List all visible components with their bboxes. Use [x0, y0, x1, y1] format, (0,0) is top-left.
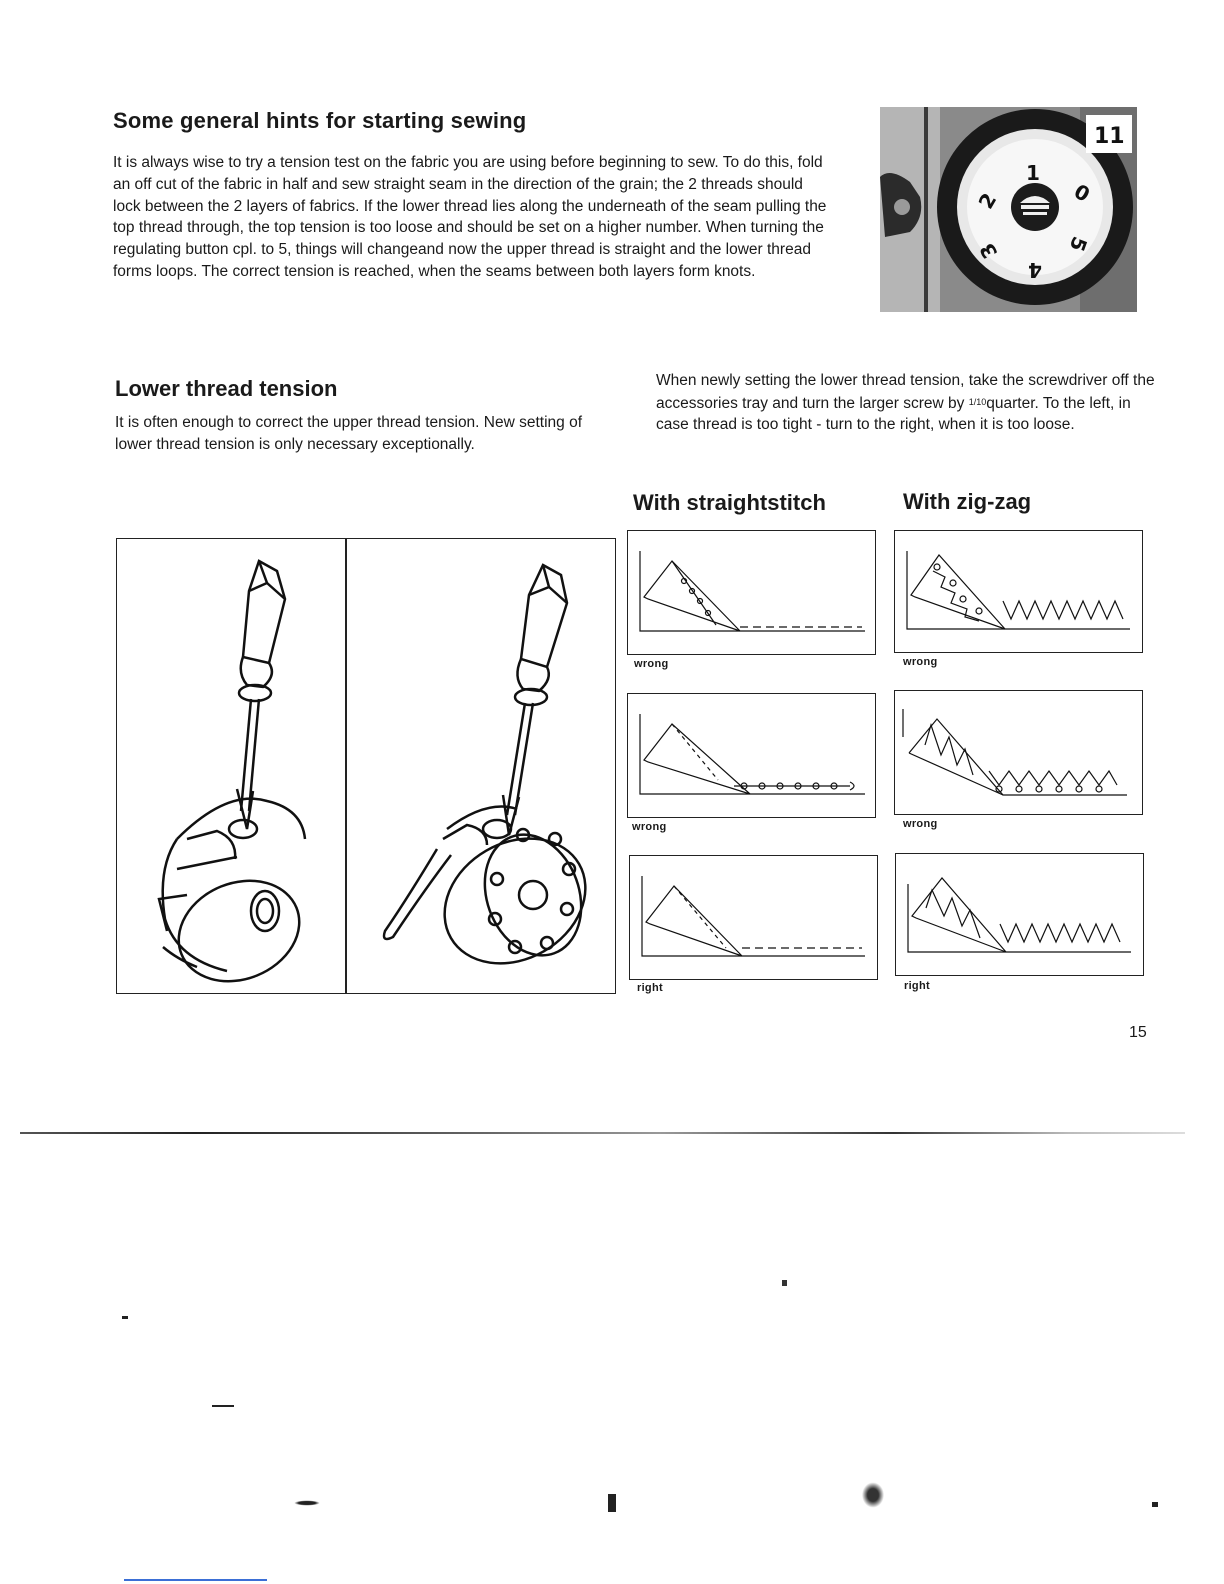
dial-number-1: 1 — [1026, 161, 1040, 185]
diagram-label: right — [904, 980, 930, 992]
page-number: 15 — [1129, 1024, 1147, 1041]
scan-mark — [860, 1480, 886, 1510]
bobbin-illustration-frame — [116, 538, 616, 994]
tension-dial-photo — [880, 107, 1137, 312]
dial-number-0: 0 — [1069, 179, 1094, 207]
scan-mark — [122, 1316, 128, 1319]
scan-mark — [608, 1494, 616, 1512]
scan-fold-line — [20, 1132, 1185, 1134]
dial-number-5: 5 — [1064, 233, 1093, 255]
bobbin-case-front-illustration — [117, 539, 345, 993]
dial-number-3: 3 — [974, 238, 1003, 263]
scan-mark — [292, 1500, 322, 1506]
bobbin-case-back-illustration — [347, 539, 615, 993]
diagram-zigzag-2 — [894, 690, 1143, 815]
dial-number-2: 2 — [973, 188, 1002, 213]
column-heading-straightstitch: With straightstitch — [633, 490, 826, 515]
diagram-label: wrong — [903, 656, 938, 668]
section-heading-lower-thread: Lower thread tension — [115, 376, 338, 401]
diagram-label: wrong — [903, 818, 938, 830]
instructions-text-b: quarter. To the left, in case thread is too tight - turn to the right, when it is too loose. — [656, 394, 1131, 433]
lower-thread-instructions — [656, 370, 1166, 436]
diagram-zigzag-1 — [894, 530, 1143, 653]
scan-mark — [782, 1280, 787, 1286]
section-heading-general: Some general hints for starting sewing — [113, 108, 527, 133]
photo-badge: 11 — [1094, 124, 1125, 149]
instructions-text-a: When newly setting the lower thread tension, take the screwdriver off the accessories tray and turn the larger screw by — [656, 372, 1155, 412]
dial-number-4: 4 — [1028, 258, 1042, 282]
scan-mark — [212, 1405, 234, 1407]
fraction-text: 1/10 — [968, 396, 987, 407]
general-hints-paragraph: It is always wise to try a tension test on the fabric you are using before beginning to sew. To do this, fold an off cut of the fabric in half and sew straight seam in the direction of the grain; the 2 threads should lock between the 2 layers of fabrics. If the lower thread lies along the underneath of the seam pulling the top thread through, the top tension is too loose and should be set on a higher number. When turning the regulating button cpl. to 5, things will changeand now the upper thread is straight and the lower thread forms loops. The correct tension is reached, when the seams between both layers form knots. — [113, 154, 827, 280]
diagram-label: wrong — [634, 658, 669, 670]
diagram-label: wrong — [632, 821, 667, 833]
diagram-label: right — [637, 982, 663, 994]
diagram-straight-2 — [627, 693, 876, 818]
diagram-zigzag-3 — [895, 853, 1144, 976]
scan-bottom-line — [124, 1579, 267, 1581]
diagram-straight-3 — [629, 855, 878, 980]
scan-mark — [1152, 1502, 1158, 1507]
column-heading-zigzag: With zig-zag — [903, 489, 1032, 514]
diagram-straight-1 — [627, 530, 876, 655]
lower-thread-paragraph: It is often enough to correct the upper thread tension. New setting of lower thread tension is only necessary exceptionally. — [115, 414, 583, 453]
